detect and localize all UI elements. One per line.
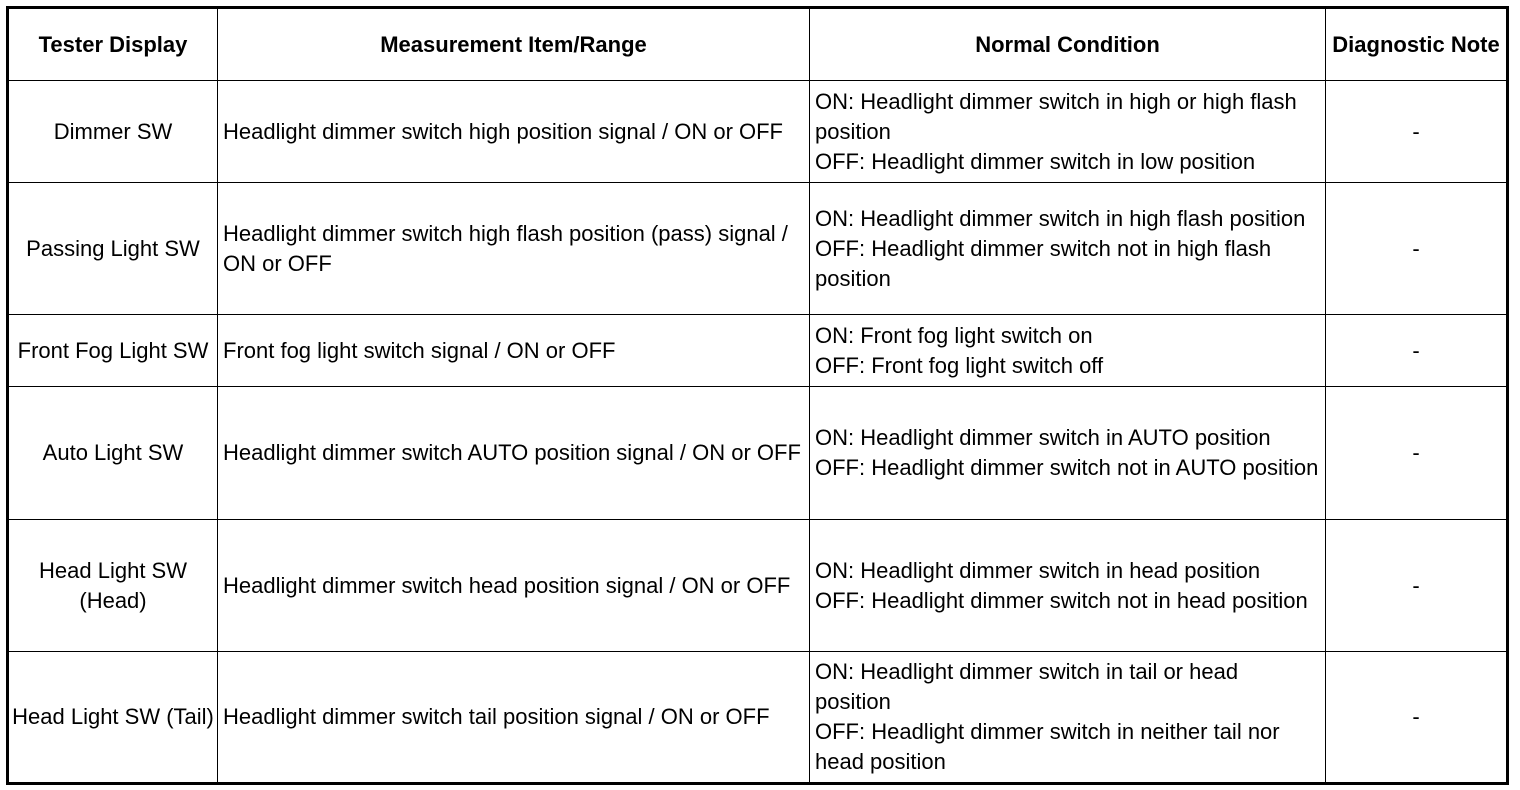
normal-on-text: ON: Headlight dimmer switch in tail or head position xyxy=(815,659,1239,714)
normal-on-text: ON: Front fog light switch on xyxy=(815,322,1093,348)
normal-condition-cell xyxy=(810,183,1326,315)
header-row xyxy=(8,8,1508,81)
normal-condition-cell xyxy=(810,652,1326,784)
normal-off-text: OFF: Headlight dimmer switch not in head position xyxy=(815,587,1308,613)
normal-off-text: OFF: Headlight dimmer switch not in AUTO position xyxy=(815,455,1319,480)
table-row xyxy=(8,81,1508,183)
measurement-cell: Headlight dimmer switch head position signal / ON or OFF xyxy=(218,520,810,652)
measurement-cell: Front fog light switch signal / ON or OFF xyxy=(218,315,810,387)
header-measurement-item: Measurement Item/Range xyxy=(218,8,810,81)
normal-condition-cell xyxy=(810,387,1326,520)
header-normal-condition: Normal Condition xyxy=(810,8,1326,81)
table-header xyxy=(8,8,1508,81)
measurement-cell: Headlight dimmer switch tail position signal / ON or OFF xyxy=(218,652,810,784)
normal-off-text: OFF: Headlight dimmer switch in low position xyxy=(815,148,1256,174)
table-row xyxy=(8,183,1508,315)
diagnostic-note-cell: - xyxy=(1326,81,1508,183)
measurement-cell: Headlight dimmer switch AUTO position signal / ON or OFF xyxy=(218,387,810,520)
normal-condition-cell xyxy=(810,81,1326,183)
normal-on-text: ON: Headlight dimmer switch in high or high flash position xyxy=(815,88,1297,144)
diagnostic-note-cell: - xyxy=(1326,387,1508,520)
measurement-cell: Headlight dimmer switch high position signal / ON or OFF xyxy=(218,81,810,183)
header-tester-display: Tester Display xyxy=(8,8,218,81)
measurement-cell: Headlight dimmer switch high flash position (pass) signal / ON or OFF xyxy=(218,183,810,315)
tester-display-cell: Auto Light SW xyxy=(8,387,218,520)
diagnostic-note-cell: - xyxy=(1326,315,1508,387)
tester-display-cell: Head Light SW (Tail) xyxy=(8,652,218,784)
table-row xyxy=(8,387,1508,520)
normal-condition-cell xyxy=(810,315,1326,387)
diagnostic-note-cell: - xyxy=(1326,520,1508,652)
normal-off-text: OFF: Headlight dimmer switch in neither tail nor head position xyxy=(815,719,1280,774)
table-row xyxy=(8,315,1508,387)
header-diagnostic-note: Diagnostic Note xyxy=(1326,8,1508,81)
table-row xyxy=(8,520,1508,652)
diagnostic-note-cell: - xyxy=(1326,652,1508,784)
normal-on-text: ON: Headlight dimmer switch in head position xyxy=(815,557,1261,583)
normal-off-text: OFF: Front fog light switch off xyxy=(815,352,1104,378)
diagnostic-note-cell: - xyxy=(1326,183,1508,315)
tester-display-cell: Front Fog Light SW xyxy=(8,315,218,387)
normal-off-text: OFF: Headlight dimmer switch not in high flash position xyxy=(815,235,1272,291)
tester-display-cell: Head Light SW (Head) xyxy=(8,520,218,652)
tester-display-cell: Dimmer SW xyxy=(8,81,218,183)
table-body xyxy=(8,81,1508,784)
normal-on-text: ON: Headlight dimmer switch in AUTO position xyxy=(815,425,1271,450)
table-row xyxy=(8,652,1508,784)
normal-on-text: ON: Headlight dimmer switch in high flash position xyxy=(815,205,1306,231)
tester-display-cell: Passing Light SW xyxy=(8,183,218,315)
data-list-table xyxy=(6,6,1509,785)
normal-condition-cell xyxy=(810,520,1326,652)
